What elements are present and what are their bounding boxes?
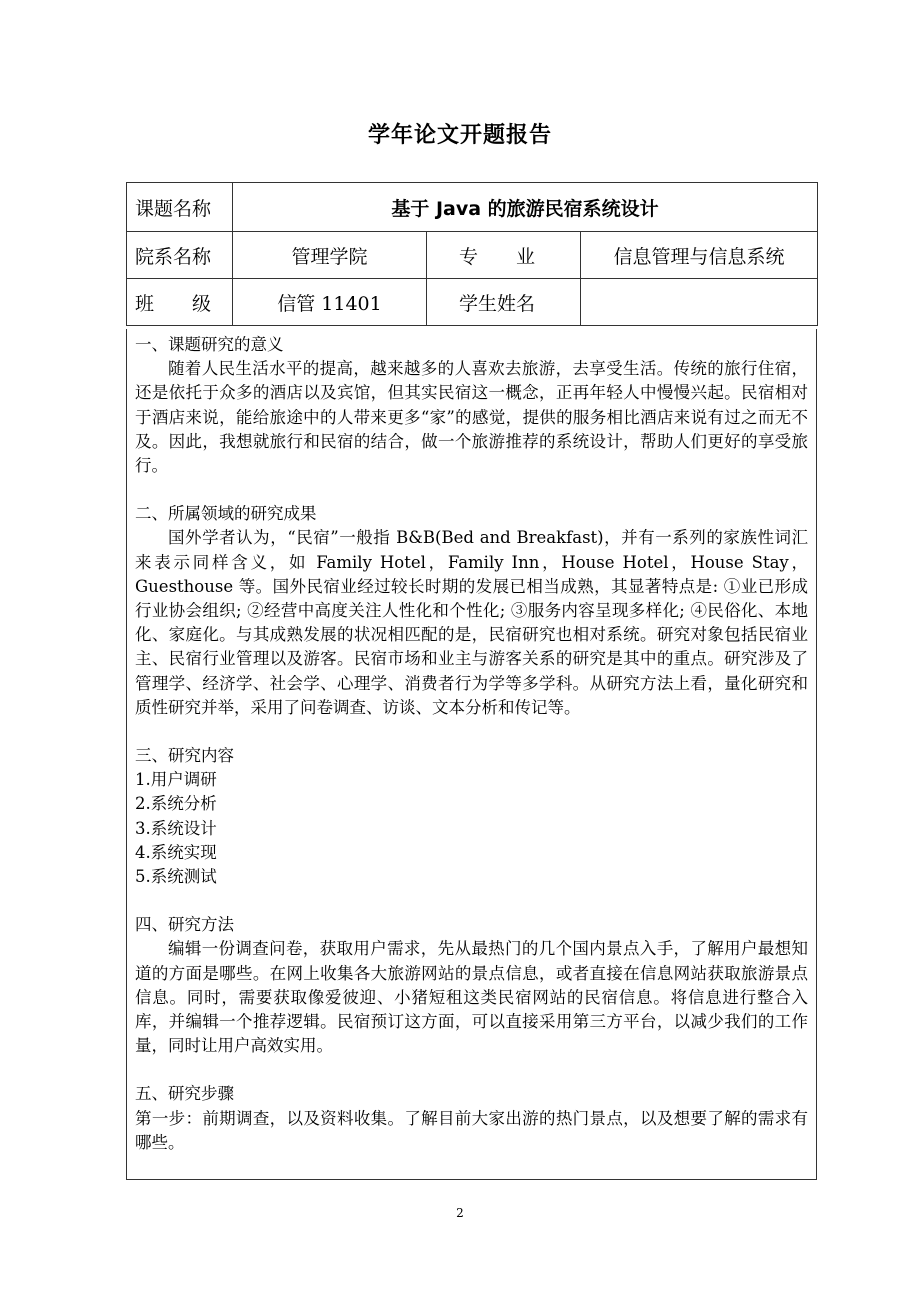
dept-value: 管理学院 bbox=[233, 232, 427, 279]
step-item: 第一步：前期调查，以及资料收集。了解目前大家出游的热门景点，以及想要了解的需求有哪些。 bbox=[135, 1108, 808, 1152]
section-research-content bbox=[135, 744, 808, 889]
section-paragraph: 编辑一份调查问卷，获取用户需求，先从最热门的几个国内景点入手，了解用户最想知道的方面是哪些。在网上收集各大旅游网站的景点信息，或者直接在信息网站获取旅游景点信息。同时，需要获取像爱彼迎、小猪短租这类民宿网站的民宿信息。将信息进行整合入库，并编辑一个推荐逻辑。民宿预订这方面，可以直接采用第三方平台，以减少我们的工作量，同时让用户高效实用。 bbox=[135, 939, 808, 1056]
topic-value: 基于 Java 的旅游民宿系统设计 bbox=[233, 183, 818, 232]
class-row bbox=[127, 279, 818, 326]
section-paragraph: 国外学者认为，“民宿”一般指 B&B(Bed and Breakfast)，并有一系列的家族性词汇来表示同样含义，如 Family Hotel，Family Inn，House Hotel，House Stay，Guesthouse 等。国外民宿业经过较长时期的发展已相当成熟，其显著特点是: ①业已形成行业协会组织; ②经营中高度关注人性化和个性化; ③服务内容呈现多样化; ④民俗化、本地化、家庭化。与其成熟发展的状况相匹配的是，民宿研究也相对系统。研究对象包括民宿业主、民宿行业管理以及游客。民宿市场和业主与游客关系的研究是其中的重点。研究涉及了管理学、经济学、社会学、心理学、消费者行为学等多学科。从研究方法上看，量化研究和质性研究并举，采用了问卷调查、访谈、文本分析和传记等。 bbox=[135, 528, 808, 717]
list-item: 2.系统分析 bbox=[135, 794, 217, 814]
section-research-results bbox=[135, 502, 808, 720]
major-value: 信息管理与信息系统 bbox=[581, 232, 818, 279]
section-significance bbox=[135, 333, 808, 478]
list-item: 5.系统测试 bbox=[135, 867, 217, 887]
topic-row bbox=[127, 183, 818, 232]
section-heading: 二、所属领域的研究成果 bbox=[135, 504, 317, 524]
class-label: 班 级 bbox=[127, 279, 233, 326]
page-title: 学年论文开题报告 bbox=[367, 123, 552, 148]
list-item: 4.系统实现 bbox=[135, 842, 217, 862]
section-paragraph: 随着人民生活水平的提高，越来越多的人喜欢去旅游，去享受生活。传统的旅行住宿，还是依托于众多的酒店以及宾馆，但其实民宿这一概念，正再年轻人中慢慢兴起。民宿相对于酒店来说，能给旅途中的人带来更多“家”的感觉，提供的服务相比酒店来说有过之而无不及。因此，我想就旅行和民宿的结合，做一个旅游推荐的系统设计，帮助人们更好的享受旅行。 bbox=[135, 359, 808, 476]
page-number: 2 bbox=[456, 1206, 464, 1220]
student-label: 学生姓名 bbox=[427, 279, 581, 326]
list-item: 3.系统设计 bbox=[135, 818, 217, 838]
section-research-methods bbox=[135, 913, 808, 1058]
section-heading: 五、研究步骤 bbox=[135, 1084, 234, 1104]
student-value bbox=[581, 279, 818, 326]
dept-row bbox=[127, 232, 818, 279]
dept-label: 院系名称 bbox=[127, 232, 233, 279]
class-value: 信管 11401 bbox=[233, 279, 427, 326]
topic-label: 课题名称 bbox=[127, 183, 233, 232]
list-item: 1.用户调研 bbox=[135, 770, 217, 790]
section-research-steps bbox=[135, 1082, 808, 1155]
section-heading: 四、研究方法 bbox=[135, 915, 234, 935]
section-heading: 三、研究内容 bbox=[135, 746, 234, 766]
info-table bbox=[126, 182, 818, 326]
proposal-content bbox=[126, 329, 817, 1180]
section-heading: 一、课题研究的意义 bbox=[135, 335, 284, 354]
major-label: 专 业 bbox=[427, 232, 581, 279]
